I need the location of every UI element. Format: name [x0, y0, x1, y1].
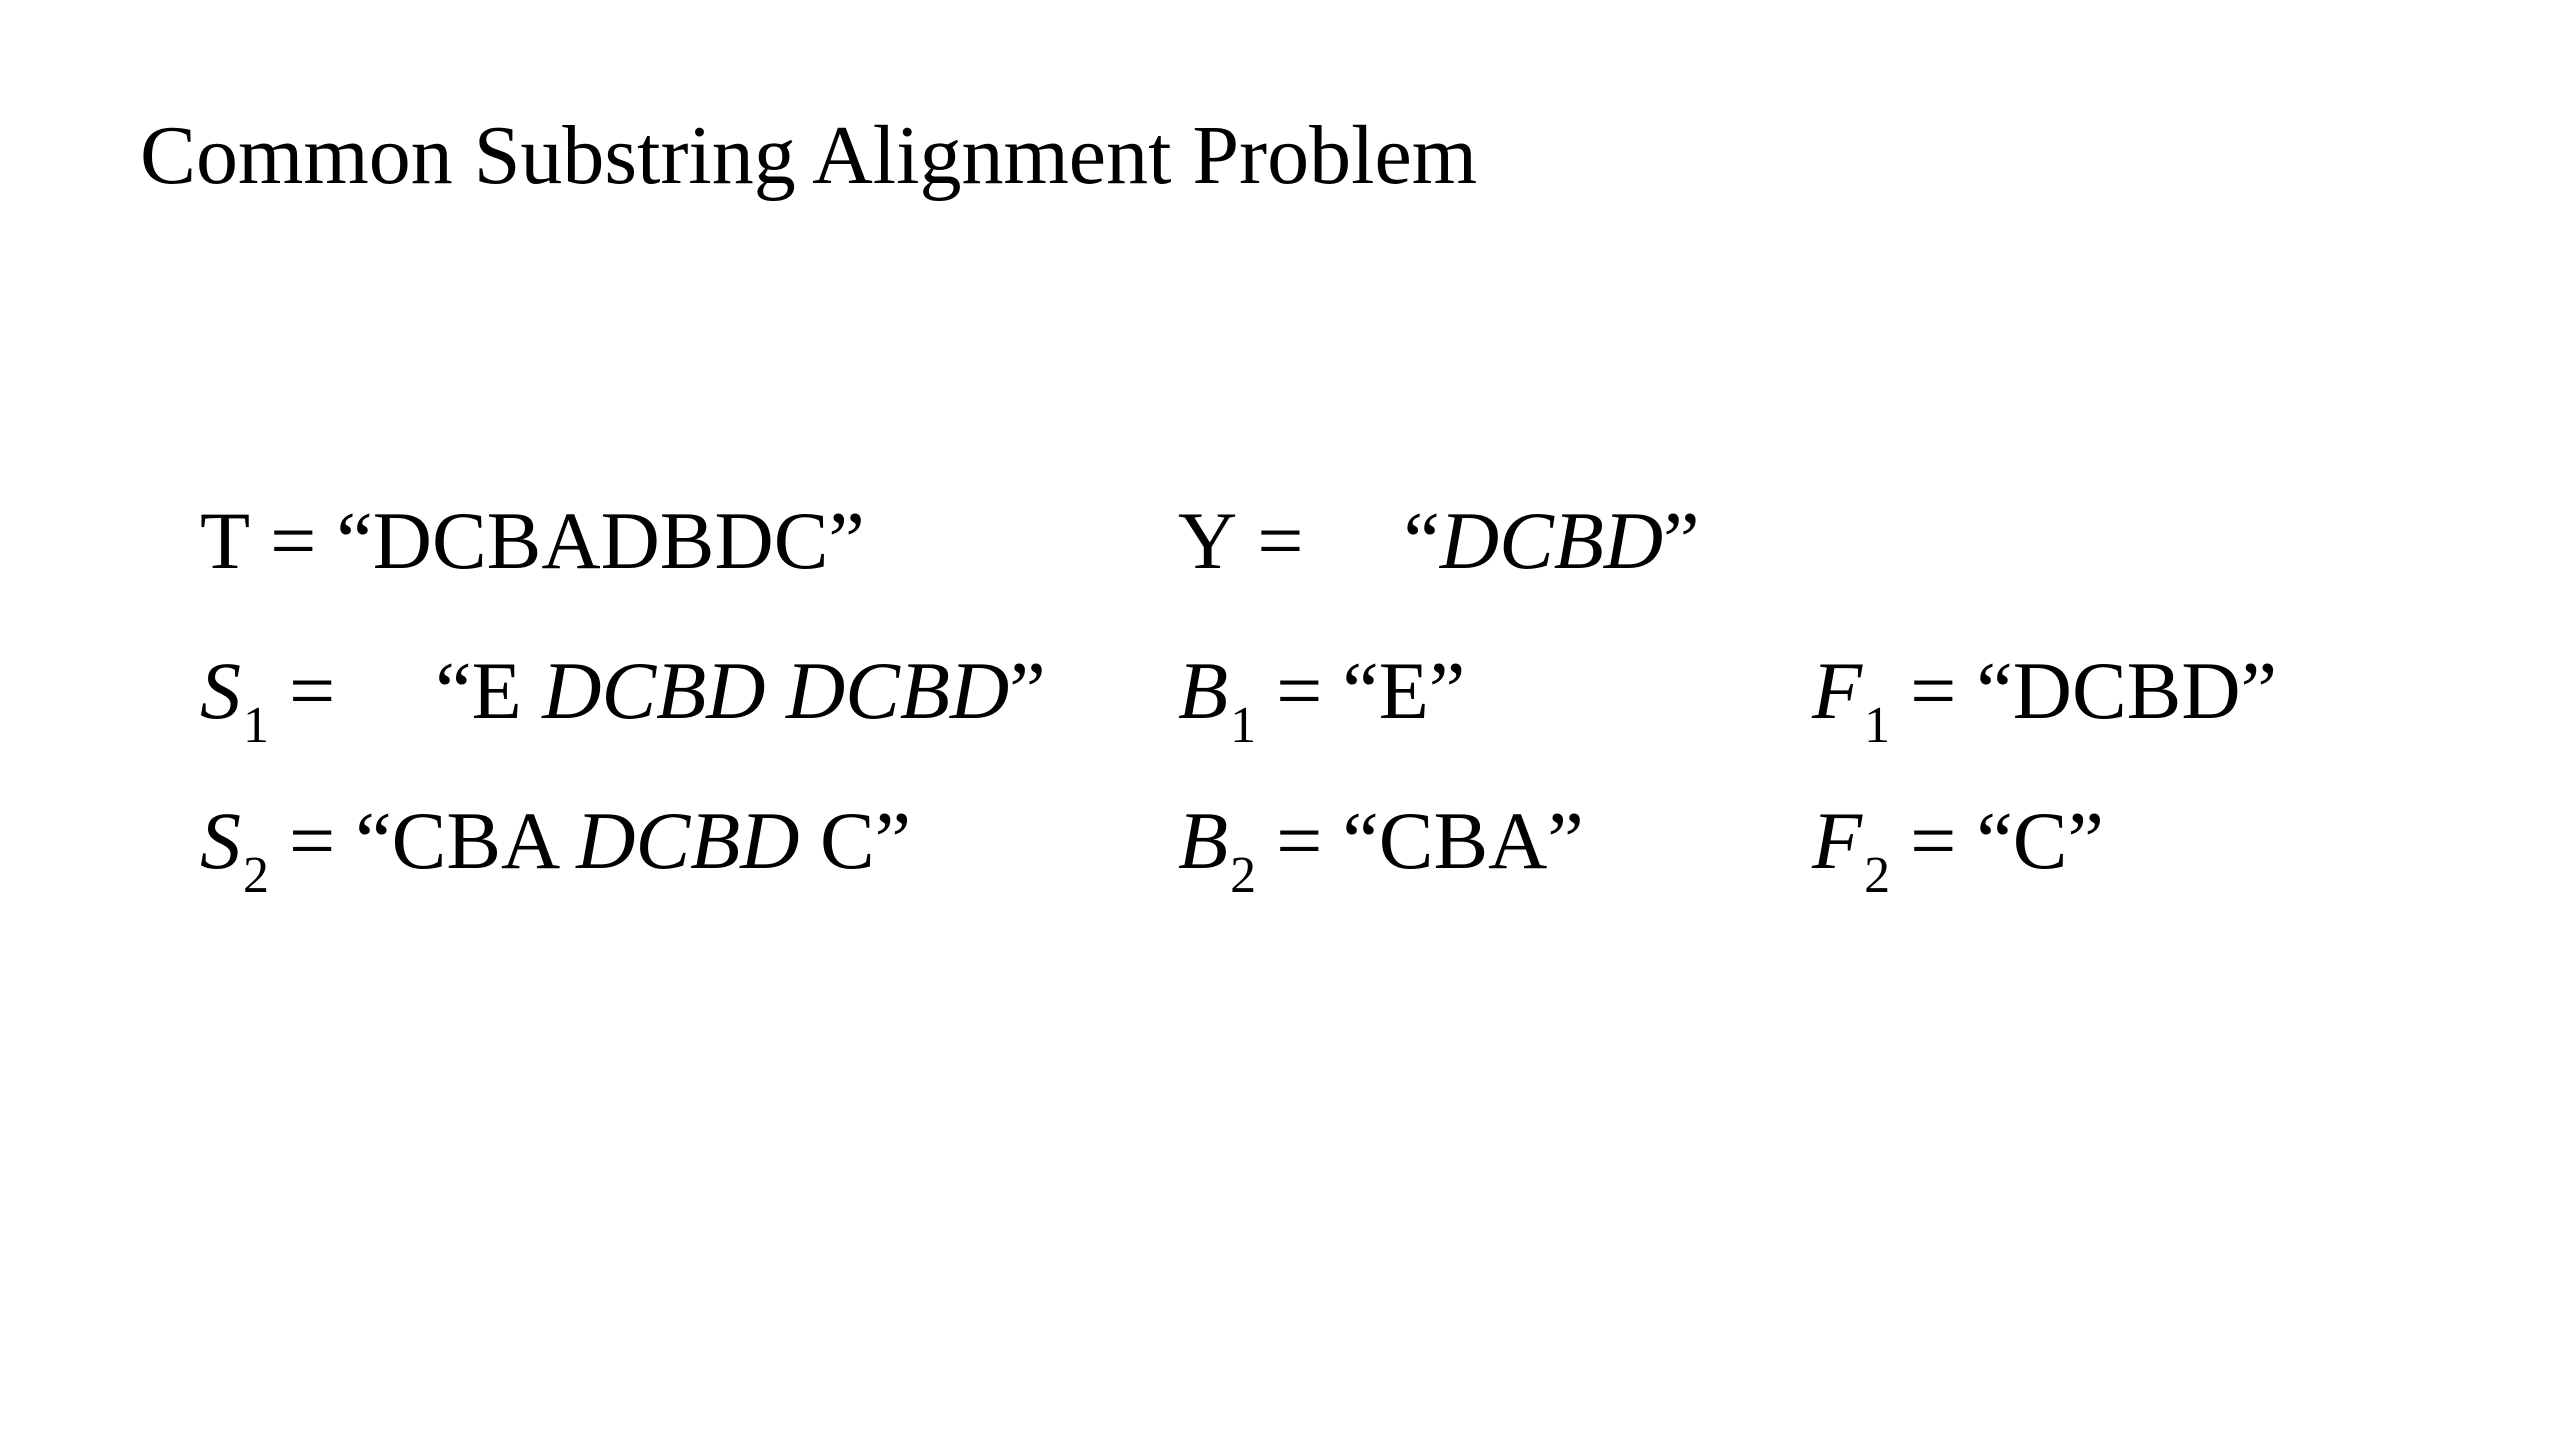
equation-s2-value: DCBD [576, 795, 800, 886]
equation-b2-op: = [1276, 795, 1323, 886]
equation-y [1178, 495, 1700, 586]
equation-s1-lhs: S [200, 645, 241, 736]
equation-b1-close-quote: ” [1428, 645, 1466, 736]
equation-b2-close-quote: ” [1547, 795, 1584, 886]
equation-s2-lhs: S [200, 795, 241, 886]
equation-f1-op: = [1910, 645, 1957, 736]
equation-s1-value2: DCBD [785, 645, 1010, 736]
equation-s1-subscript: 1 [243, 697, 269, 754]
equation-s2-close-quote: ” [874, 795, 912, 886]
equation-b1-op: = [1276, 645, 1323, 736]
equation-y-op: = [1257, 495, 1304, 586]
equation-f1-close-quote: ” [2240, 645, 2277, 736]
equation-f2 [1812, 795, 2104, 904]
equation-f2-close-quote: ” [2067, 795, 2104, 886]
equation-b1-lhs: B [1178, 645, 1229, 736]
equation-b1 [1178, 645, 1466, 754]
equation-b2 [1178, 795, 1584, 904]
equation-f1-subscript: 1 [1864, 697, 1891, 754]
equation-t-close-quote: ” [828, 495, 865, 586]
equation-f2-value: C [2012, 795, 2068, 886]
equation-t-open-quote: “ [336, 495, 373, 586]
equation-y-open-quote: “ [1403, 495, 1440, 586]
equation-y-value: DCBD [1439, 495, 1664, 586]
equation-f2-open-quote: “ [1976, 795, 2013, 886]
equation-s1-close-quote: ” [1009, 645, 1046, 736]
equation-b2-value: CBA [1378, 795, 1548, 886]
equation-b1-subscript: 1 [1230, 697, 1257, 754]
slide-title: Common Substring Alignment Problem [140, 109, 1478, 202]
equation-s2-open-quote: “ [355, 795, 392, 886]
equation-f2-subscript: 2 [1864, 847, 1891, 904]
equation-f2-op: = [1910, 795, 1957, 886]
equation-s1-value1: DCBD [542, 645, 766, 736]
equation-b1-open-quote: “ [1342, 645, 1379, 736]
equation-b2-open-quote: “ [1342, 795, 1379, 886]
equation-t-lhs: T [200, 495, 251, 586]
equation-s1-open-quote: “ [435, 645, 472, 736]
equation-b1-value: E [1378, 645, 1429, 736]
equation-s2-suffix: C [819, 795, 875, 886]
equation-s2 [200, 795, 912, 904]
equation-f1-value: DCBD [2012, 645, 2241, 736]
equation-y-lhs: Y [1178, 495, 1238, 586]
equation-t-value: DCBADBDC [372, 495, 829, 586]
equation-s2-subscript: 2 [243, 847, 269, 904]
equation-t-op: = [270, 495, 317, 586]
equation-b2-subscript: 2 [1230, 847, 1257, 904]
equation-s1-prefix: E [471, 645, 522, 736]
equation-f2-lhs: F [1812, 795, 1863, 886]
equation-y-close-quote: ” [1663, 495, 1700, 586]
equation-s2-op: = [289, 795, 336, 886]
equation-s1-op: = [289, 645, 336, 736]
equation-t [200, 495, 865, 586]
equation-f1-lhs: F [1812, 645, 1863, 736]
equation-s1 [200, 645, 1046, 754]
equation-f1-open-quote: “ [1976, 645, 2013, 736]
equation-b2-lhs: B [1178, 795, 1229, 886]
equation-s2-prefix: CBA [391, 795, 556, 886]
equation-f1 [1812, 645, 2277, 754]
